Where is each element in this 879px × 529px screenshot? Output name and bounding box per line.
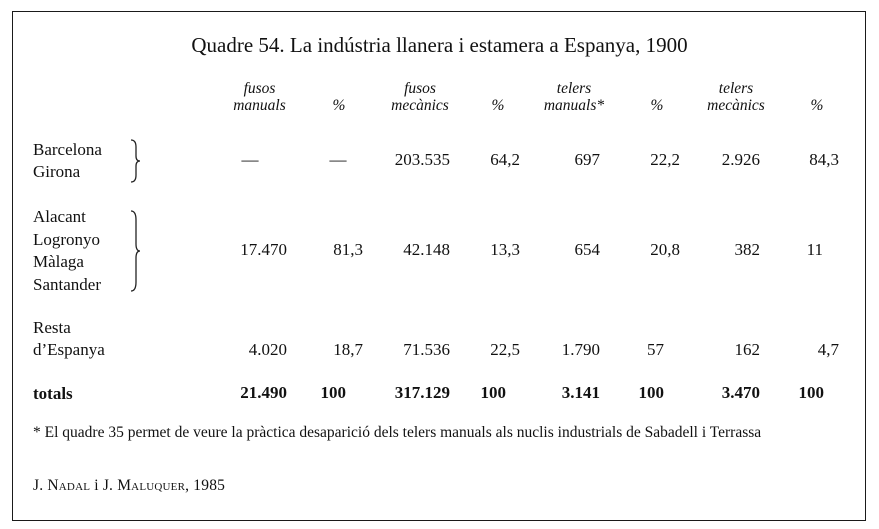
header-fusos-manuals: fusos manuals bbox=[233, 80, 286, 114]
header-percent-2: % bbox=[491, 97, 505, 114]
cell: 81,3 bbox=[333, 240, 363, 259]
total-cell: 100 bbox=[638, 383, 664, 402]
cell: 162 bbox=[734, 340, 760, 359]
cell: 64,2 bbox=[490, 150, 520, 169]
cell: 20,8 bbox=[650, 240, 680, 259]
row-label-barcelona-girona: Barcelona Girona bbox=[33, 140, 102, 181]
row-label-totals: totals bbox=[33, 384, 73, 403]
cell: 4,7 bbox=[817, 340, 839, 359]
total-cell: 100 bbox=[320, 383, 346, 402]
cell: 2.926 bbox=[721, 150, 760, 169]
cell: — bbox=[329, 150, 347, 169]
header-percent-1: % bbox=[332, 97, 346, 114]
table-title: Quadre 54. La indústria llanera i estamera a Espanya, 1900 bbox=[191, 33, 688, 57]
cell: 1.790 bbox=[561, 340, 600, 359]
cell: 22,5 bbox=[490, 340, 520, 359]
total-cell: 100 bbox=[480, 383, 506, 402]
cell: 4.020 bbox=[248, 340, 287, 359]
total-cell: 3.141 bbox=[561, 383, 600, 402]
header-percent-4: % bbox=[810, 97, 824, 114]
total-cell: 21.490 bbox=[240, 383, 287, 402]
right-brace-icon bbox=[128, 210, 142, 292]
cell: 42.148 bbox=[403, 240, 450, 259]
cell: 203.535 bbox=[394, 150, 450, 169]
cell: 17.470 bbox=[240, 240, 287, 259]
source-citation: J. Nadal i J. Maluquer, 1985 bbox=[33, 477, 226, 494]
cell: 18,7 bbox=[333, 340, 363, 359]
cell: 57 bbox=[647, 340, 664, 359]
cell: 13,3 bbox=[490, 240, 520, 259]
right-brace-icon bbox=[128, 139, 142, 183]
cell: 84,3 bbox=[809, 150, 839, 169]
total-cell: 317.129 bbox=[394, 383, 450, 402]
header-fusos-mecanics: fusos mecànics bbox=[391, 80, 449, 114]
cell: 382 bbox=[734, 240, 760, 259]
footnote: * El quadre 35 permet de veure la pràctica desaparició dels telers manuals als nuclis industrials de Sabadell i Terrassa bbox=[33, 424, 762, 441]
cell: 71.536 bbox=[403, 340, 450, 359]
header-telers-mecanics: telers mecànics bbox=[707, 80, 765, 114]
cell: 697 bbox=[574, 150, 600, 169]
row-label-resta-espanya: Resta d’Espanya bbox=[33, 318, 105, 359]
total-cell: 3.470 bbox=[721, 383, 760, 402]
header-telers-manuals: telers manuals* bbox=[543, 80, 605, 114]
row-label-alacant-santander: Alacant Logronyo Màlaga Santander bbox=[33, 207, 101, 294]
cell: 22,2 bbox=[650, 150, 680, 169]
cell: 11 bbox=[806, 240, 823, 259]
cell: 654 bbox=[574, 240, 600, 259]
total-cell: 100 bbox=[798, 383, 824, 402]
cell: — bbox=[241, 150, 259, 169]
header-percent-3: % bbox=[650, 97, 664, 114]
